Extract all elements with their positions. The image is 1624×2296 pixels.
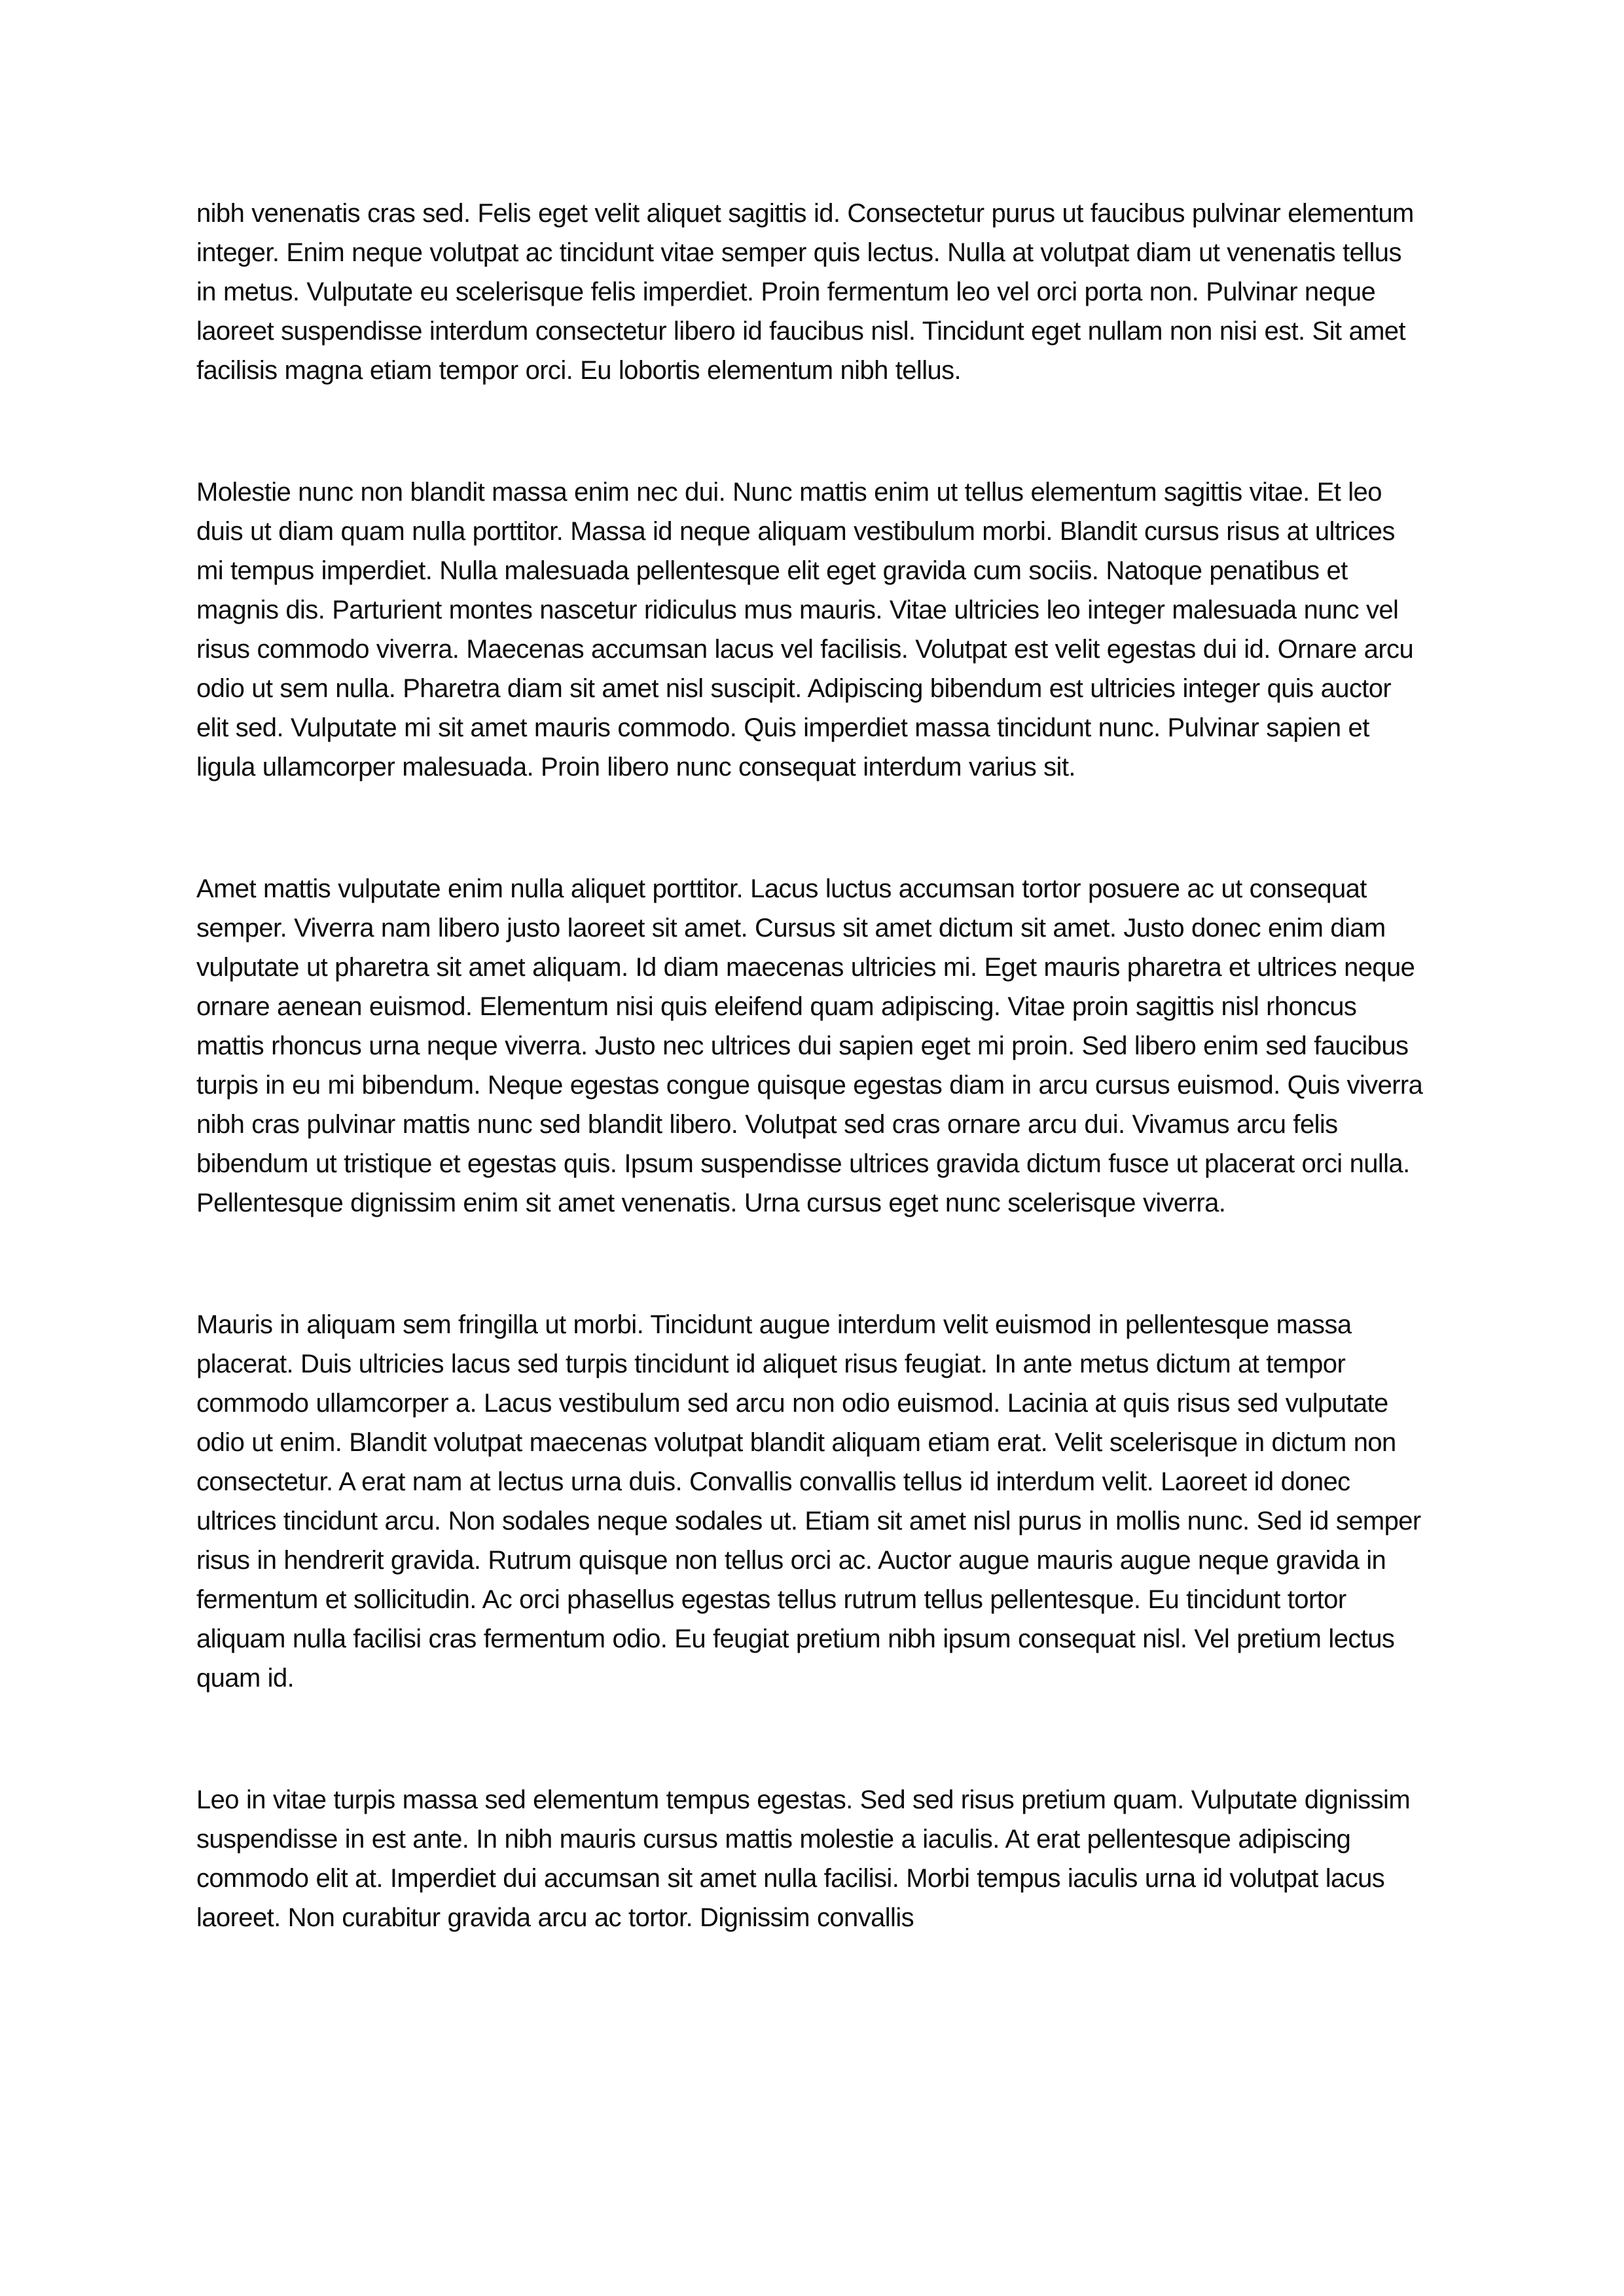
paragraph: Amet mattis vulputate enim nulla aliquet porttitor. Lacus luctus accumsan tortor posuere ac ut consequat semper. Viverra nam libero justo laoreet sit amet. Cursus sit amet dictum sit amet. Justo donec enim diam vulputate ut pharetra sit amet aliquam. Id diam maecenas ultricies mi. Eget mauris pharetra et ultrices neque ornare aenean euismod. Elementum nisi quis eleifend quam adipiscing. Vitae proin sagittis nisl rhoncus mattis rhoncus urna neque viverra. Justo nec ultrices dui sapien eget mi proin. Sed libero enim sed faucibus turpis in eu mi bibendum. Neque egestas congue quisque egestas diam in arcu cursus euismod. Quis viverra nibh cras pulvinar mattis nunc sed blandit libero. Volutpat sed cras ornare arcu dui. Vivamus arcu felis bibendum ut tristique et egestas quis. Ipsum suspendisse ultrices gravida dictum fusce ut placerat orci nulla. Pellentesque dignissim enim sit amet venenatis. Urna cursus eget nunc scelerisque viverra. [196, 874, 1423, 1217]
document-body-text [196, 194, 1428, 1937]
paragraph: Molestie nunc non blandit massa enim nec dui. Nunc mattis enim ut tellus elementum sagittis vitae. Et leo duis ut diam quam nulla porttitor. Massa id neque aliquam vestibulum morbi. Blandit cursus risus at ultrices mi tempus imperdiet. Nulla malesuada pellentesque elit eget gravida cum sociis. Natoque penatibus et magnis dis. Parturient montes nascetur ridiculus mus mauris. Vitae ultricies leo integer malesuada nunc vel risus commodo viverra. Maecenas accumsan lacus vel facilisis. Volutpat est velit egestas dui id. Ornare arcu odio ut sem nulla. Pharetra diam sit amet nisl suscipit. Adipiscing bibendum est ultricies integer quis auctor elit sed. Vulputate mi sit amet mauris commodo. Quis imperdiet massa tincidunt nunc. Pulvinar sapien et ligula ullamcorper malesuada. Proin libero nunc consequat interdum varius sit. [196, 478, 1414, 781]
paragraph: nibh venenatis cras sed. Felis eget velit aliquet sagittis id. Consectetur purus ut faucibus pulvinar elementum integer. Enim neque volutpat ac tincidunt vitae semper quis lectus. Nulla at volutpat diam ut venenatis tellus in metus. Vulputate eu scelerisque felis imperdiet. Proin fermentum leo vel orci porta non. Pulvinar neque laoreet suspendisse interdum consectetur libero id faucibus nisl. Tincidunt eget nullam non nisi est. Sit amet facilisis magna etiam tempor orci. Eu lobortis elementum nibh tellus. [196, 199, 1414, 385]
paragraph: Leo in vitae turpis massa sed elementum tempus egestas. Sed sed risus pretium quam. Vulputate dignissim suspendisse in est ante. In nibh mauris cursus mattis molestie a iaculis. At erat pellentesque adipiscing commodo elit at. Imperdiet dui accumsan sit amet nulla facilisi. Morbi tempus iaculis urna id volutpat lacus laoreet. Non curabitur gravida arcu ac tortor. Dignissim convallis [196, 1785, 1411, 1932]
paragraph: Mauris in aliquam sem fringilla ut morbi. Tincidunt augue interdum velit euismod in pellentesque massa placerat. Duis ultricies lacus sed turpis tincidunt id aliquet risus feugiat. In ante metus dictum at tempor commodo ullamcorper a. Lacus vestibulum sed arcu non odio euismod. Lacinia at quis risus sed vulputate odio ut enim. Blandit volutpat maecenas volutpat blandit aliquam etiam erat. Velit scelerisque in dictum non consectetur. A erat nam at lectus urna duis. Convallis convallis tellus id interdum velit. Laoreet id donec ultrices tincidunt arcu. Non sodales neque sodales ut. Etiam sit amet nisl purus in mollis nunc. Sed id semper risus in hendrerit gravida. Rutrum quisque non tellus orci ac. Auctor augue mauris augue neque gravida in fermentum et sollicitudin. Ac orci phasellus egestas tellus rutrum tellus pellentesque. Eu tincidunt tortor aliquam nulla facilisi cras fermentum odio. Eu feugiat pretium nibh ipsum consequat nisl. Vel pretium lectus quam id. [196, 1310, 1421, 1693]
